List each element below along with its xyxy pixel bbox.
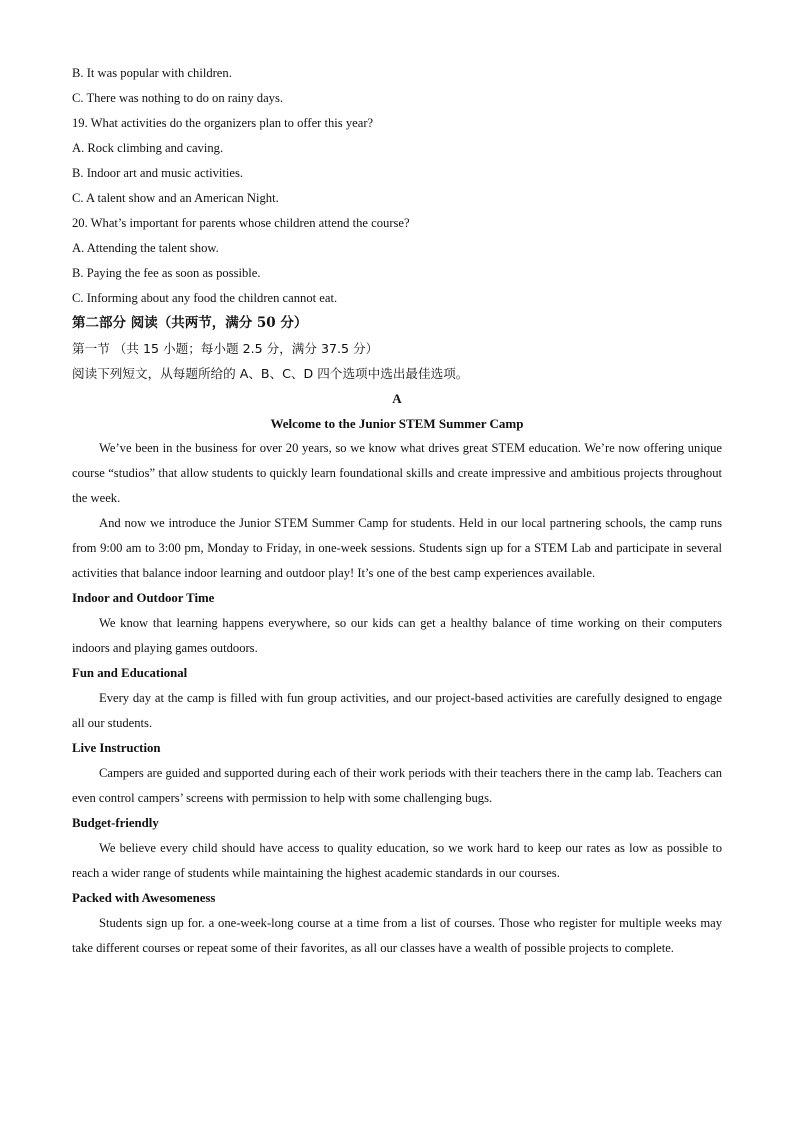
option-c-q19: C. A talent show and an American Night. bbox=[72, 191, 279, 205]
section-text-indoor-outdoor: We know that learning happens everywhere, so our kids can get a healthy balance of time working on their computers indoors and playing games outdoors. bbox=[72, 616, 722, 655]
section-heading-budget-friendly: Budget-friendly bbox=[72, 816, 159, 830]
option-b-q20: B. Paying the fee as soon as possible. bbox=[72, 266, 261, 280]
section-text-fun-educational: Every day at the camp is filled with fun group activities, and our project-based activities are carefully designed to engage all our students. bbox=[72, 691, 722, 730]
question-19: 19. What activities do the organizers plan to offer this year? bbox=[72, 116, 374, 130]
question-options bbox=[72, 61, 722, 311]
exam-page bbox=[72, 61, 722, 961]
question-20: 20. What’s important for parents whose children attend the course? bbox=[72, 216, 410, 230]
section-text-awesomeness: Students sign up for. a one-week-long course at a time from a list of courses. Those who register for multiple weeks may take different courses or repeat some of their favorites, as all our classes have a wealth of possible projects to complete. bbox=[72, 916, 722, 955]
section-subtitle: 第一节 （共 15 小题；每小题 2.5 分，满分 37.5 分） bbox=[72, 341, 379, 356]
option-a-q19: A. Rock climbing and caving. bbox=[72, 141, 224, 155]
section-heading-awesomeness: Packed with Awesomeness bbox=[72, 891, 216, 905]
option-c-q18: C. There was nothing to do on rainy days. bbox=[72, 91, 284, 105]
passage-intro-1: We’ve been in the business for over 20 years, so we know what drives great STEM education. We’re now offering unique course “studios” that allow students to quickly learn foundational skills and create impressive and ambitious projects throughout the week. bbox=[72, 441, 722, 505]
passage-letter: A bbox=[392, 391, 402, 406]
section-heading-indoor-outdoor: Indoor and Outdoor Time bbox=[72, 591, 215, 605]
passage-title: Welcome to the Junior STEM Summer Camp bbox=[270, 416, 524, 431]
section-heading-fun-educational: Fun and Educational bbox=[72, 666, 188, 680]
passage-intro-2: And now we introduce the Junior STEM Summer Camp for students. Held in our local partnering schools, the camp runs from 9:00 am to 3:00 pm, Monday to Friday, in one-week sessions. Students sign up for a STEM Lab and participate in several activities that balance indoor learning and outdoor play! It’s one of the best camp experiences available. bbox=[72, 516, 722, 580]
option-a-q20: A. Attending the talent show. bbox=[72, 241, 219, 255]
option-b-q19: B. Indoor art and music activities. bbox=[72, 166, 244, 180]
section-instruction: 阅读下列短文，从每题所给的 A、B、C、D 四个选项中选出最佳选项。 bbox=[72, 366, 469, 381]
section-title: 第二部分 阅读（共两节，满分 50 分） bbox=[72, 315, 308, 331]
section-text-budget-friendly: We believe every child should have access to quality education, so we work hard to keep our rates as low as possible to reach a wider range of students while maintaining the highest academic standards in our courses. bbox=[72, 841, 722, 880]
section-text-live-instruction: Campers are guided and supported during each of their work periods with their teachers there in the camp lab. Teachers can even control campers’ screens with permission to help with some challenging bugs. bbox=[72, 766, 722, 805]
option-b-q18: B. It was popular with children. bbox=[72, 66, 232, 80]
option-c-q20: C. Informing about any food the children cannot eat. bbox=[72, 291, 338, 305]
section-heading-live-instruction: Live Instruction bbox=[72, 741, 161, 755]
